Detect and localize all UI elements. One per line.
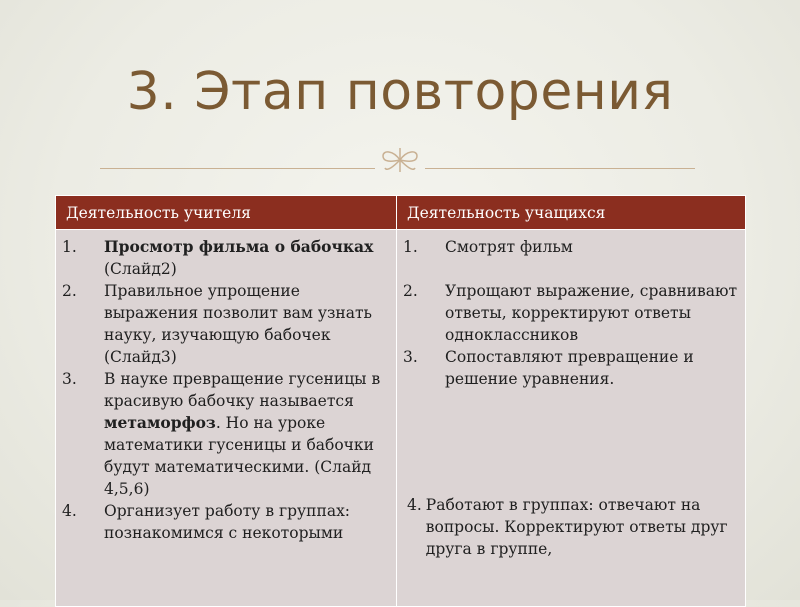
film-title: Просмотр фильма о бабочках <box>104 237 374 256</box>
activity-table <box>55 195 746 607</box>
list-item: 3. В науке превращение гусеницы в красивую бабочку называется метаморфоз. Но на уроке математики гусеницы и бабочки будут математическими. (Слайд 4,5,6) <box>62 370 381 498</box>
list-item: 2. Правильное упрощение выражения позволит вам узнать науку, изучающую бабочек (Слайд3) <box>62 282 372 366</box>
header-students: Деятельность учащихся <box>397 196 746 230</box>
header-teacher: Деятельность учителя <box>56 196 397 230</box>
divider-line-left <box>100 168 375 169</box>
table-header-row <box>56 196 746 230</box>
list-item: 4. Работают в группах: отвечают на вопросы. Корректируют ответы друг друга в группе, <box>407 496 728 558</box>
list-item: 4. Организует работу в группах: познакомимся с некоторыми <box>62 502 351 542</box>
list-item: 2. Упрощают выражение, сравнивают ответы, корректируют ответы одноклассников <box>403 282 738 344</box>
list-item: 1. Просмотр фильма о бабочках (Слайд2) <box>62 237 374 278</box>
list-item: 1. Смотрят фильм <box>403 238 573 256</box>
term-metamorphosis: метаморфоз <box>104 413 216 432</box>
students-cell <box>397 230 746 607</box>
table-row <box>56 230 746 607</box>
teacher-cell <box>56 230 397 607</box>
list-item: 3. Сопоставляют превращение и решение уравнения. <box>403 348 694 388</box>
divider-line-right <box>425 168 695 169</box>
slide-title: 3. Этап повторения <box>126 62 674 122</box>
ornament-icon <box>377 142 423 178</box>
